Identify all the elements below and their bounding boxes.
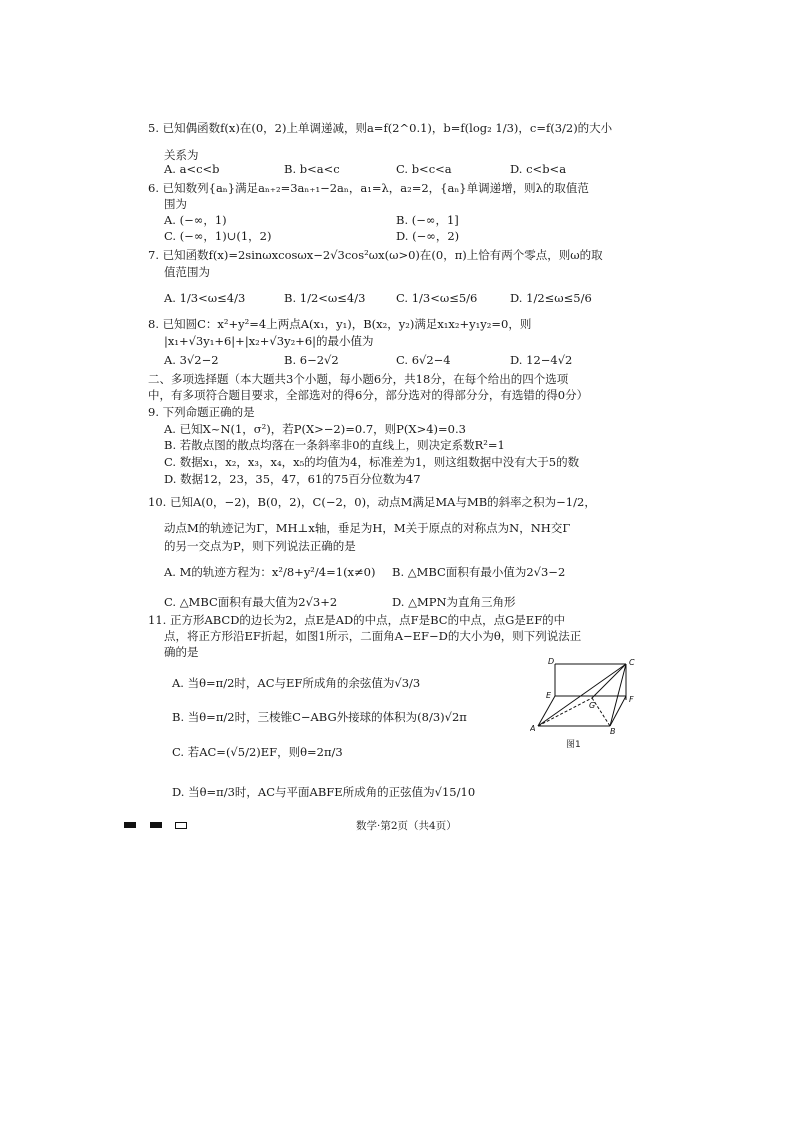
q8-option-b: B. 6−2√2 xyxy=(284,353,339,367)
edge-gc xyxy=(592,664,626,698)
footer-mark-3 xyxy=(175,822,187,829)
figure-1-caption: 图1 xyxy=(566,740,581,750)
label-c: C xyxy=(629,658,635,667)
q5-option-c: C. b<c<a xyxy=(396,162,452,176)
footer-mark-1 xyxy=(124,822,136,828)
q10-stem-line1: 10. 已知A(0，−2)，B(0，2)，C(−2，0)，动点M满足MA与MB的斜率之积为−1/2， xyxy=(148,495,596,509)
q8-stem-line1: 8. 已知圆C：x²+y²=4上两点A(x₁，y₁)，B(x₂，y₂)满足x₁x₂+y₁y₂=0，则 xyxy=(148,317,532,331)
label-a: A xyxy=(530,724,536,733)
q11-stem-line3: 确的是 xyxy=(164,645,199,659)
q9-option-a: A. 已知X~N(1，σ²)，若P(X>−2)=0.7，则P(X>4)=0.3 xyxy=(164,422,466,436)
q9-option-d: D. 数据12，23，35，47，61的75百分位数为47 xyxy=(164,472,421,486)
q6-option-b: B. (−∞，1] xyxy=(396,213,459,227)
q8-stem-line2: |x₁+√3y₁+6|+|x₂+√3y₂+6|的最小值为 xyxy=(164,334,374,348)
q11-stem-line2: 点，将正方形沿EF折起，如图1所示，二面角A−EF−D的大小为θ，则下列说法正 xyxy=(164,629,582,643)
q6-option-c: C. (−∞，1)∪(1，2) xyxy=(164,229,272,243)
q11-stem-line1: 11. 正方形ABCD的边长为2，点E是AD的中点，点F是BC的中点，点G是EF的中 xyxy=(148,613,566,627)
q10-stem-line2: 动点M的轨迹记为Γ，MH⊥x轴，垂足为H，M关于原点的对称点为N，NH交Γ xyxy=(164,521,571,535)
q10-option-a: A. M的轨迹方程为：x²/8+y²/4=1(x≠0) xyxy=(164,565,376,579)
q5-option-b: B. b<a<c xyxy=(284,162,340,176)
q7-option-c: C. 1/3<ω≤5/6 xyxy=(396,291,478,305)
q6-stem-line1: 6. 已知数列{aₙ}满足aₙ₊₂=3aₙ₊₁−2aₙ，a₁=λ，a₂=2，{aₙ}单调递增，则λ的取值范 xyxy=(148,181,589,195)
q8-option-c: C. 6√2−4 xyxy=(396,353,451,367)
section2-heading-line1: 二、多项选择题（本大题共3个小题，每小题6分，共18分，在每个给出的四个选项 xyxy=(148,372,569,386)
q10-option-b: B. △MBC面积有最小值为2√3−2 xyxy=(392,565,566,579)
q5-stem-line2: 关系为 xyxy=(164,148,199,162)
label-e: E xyxy=(546,691,552,700)
q6-option-a: A. (−∞，1) xyxy=(164,213,227,227)
label-d: D xyxy=(548,657,555,666)
q7-stem-line1: 7. 已知函数f(x)=2sinωxcosωx−2√3cos²ωx(ω>0)在(0，π)上恰有两个零点，则ω的取 xyxy=(148,248,603,262)
q7-option-d: D. 1/2≤ω≤5/6 xyxy=(510,291,592,305)
q10-option-c: C. △MBC面积有最大值为2√3+2 xyxy=(164,595,338,609)
label-b: B xyxy=(610,727,616,736)
q11-option-a: A. 当θ=π/2时，AC与EF所成角的余弦值为√3/3 xyxy=(172,676,421,690)
edge-fb xyxy=(610,696,626,726)
q6-stem-line2: 围为 xyxy=(164,197,187,211)
q11-option-c: C. 若AC=(√5/2)EF，则θ=2π/3 xyxy=(172,745,343,759)
q8-option-a: A. 3√2−2 xyxy=(164,353,219,367)
figure-1-folded-square xyxy=(530,656,640,736)
label-g: G xyxy=(589,701,596,710)
q10-stem-line3: 的另一交点为P，则下列说法正确的是 xyxy=(164,539,356,553)
section2-heading-line2: 中，有多项符合题目要求，全部选对的得6分，部分选对的得部分分，有选错的得0分） xyxy=(148,388,589,402)
q5-stem-line1: 5. 已知偶函数f(x)在(0，2)上单调递减，则a=f(2^0.1)，b=f(log₂ 1/3)，c=f(3/2)的大小 xyxy=(148,121,613,135)
q6-option-d: D. (−∞，2) xyxy=(396,229,460,243)
q5-option-a: A. a<c<b xyxy=(164,162,220,176)
q11-option-d: D. 当θ=π/3时，AC与平面ABFE所成角的正弦值为√15/10 xyxy=(172,785,476,799)
q5-option-d: D. c<b<a xyxy=(510,162,567,176)
q11-option-b: B. 当θ=π/2时，三棱锥C−ABG外接球的体积为(8/3)√2π xyxy=(172,710,467,724)
q7-option-a: A. 1/3<ω≤4/3 xyxy=(164,291,246,305)
page-footer: 数学·第2页（共4页） xyxy=(356,820,457,832)
q9-stem: 9. 下列命题正确的是 xyxy=(148,405,255,419)
q7-stem-line2: 值范围为 xyxy=(164,265,210,279)
q8-option-d: D. 12−4√2 xyxy=(510,353,573,367)
q10-option-d: D. △MPN为直角三角形 xyxy=(392,595,516,609)
edge-ea xyxy=(538,696,555,726)
q7-option-b: B. 1/2<ω≤4/3 xyxy=(284,291,366,305)
q9-option-b: B. 若散点图的散点均落在一条斜率非0的直线上，则决定系数R²=1 xyxy=(164,438,505,452)
footer-mark-2 xyxy=(150,822,162,828)
q9-option-c: C. 数据x₁，x₂，x₃，x₄，x₅的均值为4，标准差为1，则这组数据中没有大于5的数 xyxy=(164,455,580,469)
label-f: F xyxy=(629,695,634,704)
